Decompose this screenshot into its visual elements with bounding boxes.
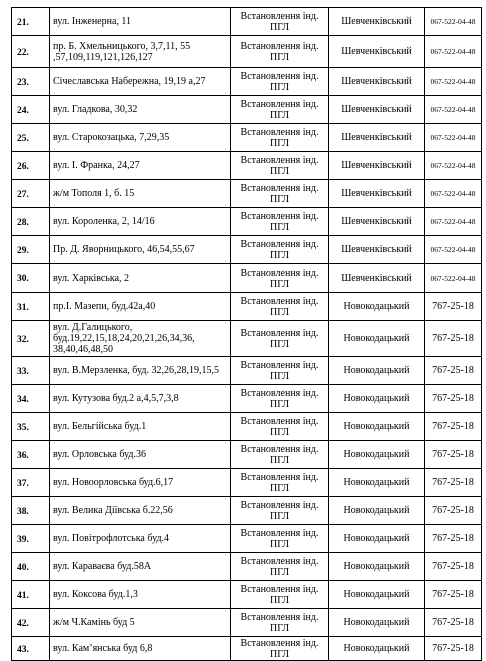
row-address: вул. Д.Галицького, буд.19,22,15,18,24,20,21,26,34,36, 38,40,46,48,50: [50, 321, 231, 357]
row-phone: 767-25-18: [425, 413, 482, 441]
table-row: [12, 525, 482, 553]
row-number: 26.: [12, 152, 50, 180]
row-address: вул. Інженерна, 11: [50, 8, 231, 36]
work-type-line1: Встановлення інд.: [240, 71, 319, 82]
row-phone: 067-522-04-48: [425, 264, 482, 293]
row-district: Шевченківський: [329, 264, 425, 293]
row-district: Шевченківський: [329, 8, 425, 36]
work-type-line2: ПГЛ: [269, 399, 290, 410]
table-row: [12, 152, 482, 180]
row-number: 27.: [12, 180, 50, 208]
row-district: Новокодацький: [329, 469, 425, 497]
work-type-line2: ПГЛ: [269, 110, 290, 121]
table-row: [12, 581, 482, 609]
table-row: [12, 264, 482, 293]
row-address: вул. Короленка, 2, 14/16: [50, 208, 231, 236]
row-number: 34.: [12, 385, 50, 413]
row-district: Новокодацький: [329, 553, 425, 581]
row-work-type: [231, 581, 329, 609]
work-type-line2: ПГЛ: [269, 455, 290, 466]
row-work-type: [231, 553, 329, 581]
work-type-line1: Встановлення інд.: [240, 11, 319, 22]
table-row: [12, 413, 482, 441]
table-row: [12, 385, 482, 413]
addresses-table-body: [12, 8, 482, 661]
work-type-line1: Встановлення інд.: [240, 612, 319, 623]
row-address: вул. Велика Діївська б.22,56: [50, 497, 231, 525]
row-district: Новокодацький: [329, 293, 425, 321]
row-work-type: [231, 264, 329, 293]
row-number: 38.: [12, 497, 50, 525]
work-type-line1: Встановлення інд.: [240, 296, 319, 307]
row-district: Новокодацький: [329, 581, 425, 609]
row-number: 41.: [12, 581, 50, 609]
table-row: [12, 637, 482, 661]
work-type-line2: ПГЛ: [269, 82, 290, 93]
row-district: Шевченківський: [329, 96, 425, 124]
table-row: [12, 180, 482, 208]
work-type-line2: ПГЛ: [269, 138, 290, 149]
row-work-type: [231, 413, 329, 441]
work-type-line1: Встановлення інд.: [240, 211, 319, 222]
row-district: Новокодацький: [329, 321, 425, 357]
row-address: вул. Орловська буд.36: [50, 441, 231, 469]
row-phone: 767-25-18: [425, 553, 482, 581]
row-address: Січеславська Набережна, 19,19 а,27: [50, 68, 231, 96]
table-row: [12, 68, 482, 96]
work-type-line1: Встановлення інд.: [240, 528, 319, 539]
row-address: вул. Харківська, 2: [50, 264, 231, 293]
row-address: ж/м Тополя 1, б. 15: [50, 180, 231, 208]
row-address: Пр. Д. Яворницького, 46,54,55,67: [50, 236, 231, 264]
work-type-line2: ПГЛ: [269, 595, 290, 606]
work-type-line2: ПГЛ: [269, 427, 290, 438]
row-work-type: [231, 68, 329, 96]
work-type-line1: Встановлення інд.: [240, 41, 319, 52]
row-district: Шевченківський: [329, 208, 425, 236]
work-type-line2: ПГЛ: [269, 539, 290, 550]
table-row: [12, 208, 482, 236]
row-work-type: [231, 469, 329, 497]
work-type-line2: ПГЛ: [269, 250, 290, 261]
row-number: 40.: [12, 553, 50, 581]
row-number: 22.: [12, 36, 50, 68]
row-number: 31.: [12, 293, 50, 321]
row-phone: 767-25-18: [425, 609, 482, 637]
row-number: 36.: [12, 441, 50, 469]
row-address: вул. Коксова буд.1,3: [50, 581, 231, 609]
work-type-line2: ПГЛ: [269, 222, 290, 233]
row-district: Новокодацький: [329, 497, 425, 525]
row-work-type: [231, 124, 329, 152]
row-phone: 067-522-04-48: [425, 124, 482, 152]
row-address: вул. Кам’янська буд 6,8: [50, 637, 231, 661]
row-work-type: [231, 637, 329, 661]
table-row: [12, 36, 482, 68]
row-number: 32.: [12, 321, 50, 357]
row-work-type: [231, 208, 329, 236]
work-type-line1: Встановлення інд.: [240, 416, 319, 427]
work-type-line2: ПГЛ: [269, 278, 290, 290]
row-district: Шевченківський: [329, 36, 425, 68]
work-type-line2: ПГЛ: [269, 166, 290, 177]
row-phone: 067-522-04-48: [425, 36, 482, 68]
table-row: [12, 497, 482, 525]
addresses-table: [11, 7, 482, 661]
work-type-line1: Встановлення інд.: [240, 444, 319, 455]
table-row: [12, 236, 482, 264]
row-district: Новокодацький: [329, 609, 425, 637]
work-type-line2: ПГЛ: [269, 649, 290, 660]
row-number: 37.: [12, 469, 50, 497]
table-row: [12, 553, 482, 581]
row-number: 23.: [12, 68, 50, 96]
row-address: вул. Новоорловська буд.6,17: [50, 469, 231, 497]
table-row: [12, 96, 482, 124]
row-phone: 067-522-04-48: [425, 180, 482, 208]
row-work-type: [231, 293, 329, 321]
row-district: Новокодацький: [329, 441, 425, 469]
row-number: 21.: [12, 8, 50, 36]
row-address: ж/м Ч.Камінь буд 5: [50, 609, 231, 637]
row-phone: 767-25-18: [425, 357, 482, 385]
row-phone: 767-25-18: [425, 637, 482, 661]
row-district: Шевченківський: [329, 68, 425, 96]
row-work-type: [231, 8, 329, 36]
row-phone: 767-25-18: [425, 441, 482, 469]
row-number: 33.: [12, 357, 50, 385]
row-number: 30.: [12, 264, 50, 293]
row-phone: 767-25-18: [425, 293, 482, 321]
row-number: 35.: [12, 413, 50, 441]
row-phone: 067-522-04-48: [425, 152, 482, 180]
row-work-type: [231, 357, 329, 385]
work-type-line1: Встановлення інд.: [240, 183, 319, 194]
row-number: 24.: [12, 96, 50, 124]
row-work-type: [231, 152, 329, 180]
row-district: Новокодацький: [329, 637, 425, 661]
row-address: вул. Старокозацька, 7,29,35: [50, 124, 231, 152]
work-type-line1: Встановлення інд.: [240, 556, 319, 567]
row-address: вул. Повітрофлотська буд.4: [50, 525, 231, 553]
work-type-line2: ПГЛ: [269, 22, 290, 33]
work-type-line1: Встановлення інд.: [240, 500, 319, 511]
row-phone: 067-522-04-48: [425, 208, 482, 236]
work-type-line2: ПГЛ: [269, 623, 290, 634]
row-number: 28.: [12, 208, 50, 236]
row-address: вул. Караваєва буд.58А: [50, 553, 231, 581]
row-district: Шевченківський: [329, 152, 425, 180]
work-type-line1: Встановлення інд.: [240, 127, 319, 138]
row-address: вул. В.Мерзленка, буд. 32,26,28,19,15,5: [50, 357, 231, 385]
row-work-type: [231, 609, 329, 637]
row-number: 43.: [12, 637, 50, 661]
row-district: Новокодацький: [329, 385, 425, 413]
row-work-type: [231, 96, 329, 124]
work-type-line2: ПГЛ: [269, 194, 290, 205]
row-phone: 767-25-18: [425, 321, 482, 357]
row-number: 25.: [12, 124, 50, 152]
row-district: Шевченківський: [329, 236, 425, 264]
work-type-line2: ПГЛ: [269, 52, 290, 63]
row-work-type: [231, 180, 329, 208]
work-type-line2: ПГЛ: [269, 483, 290, 494]
work-type-line1: Встановлення інд.: [240, 638, 319, 649]
work-type-line1: Встановлення інд.: [240, 360, 319, 371]
row-address: вул. Бельгійська буд.1: [50, 413, 231, 441]
work-type-line1: Встановлення інд.: [240, 239, 319, 250]
table-row: [12, 124, 482, 152]
table-row: [12, 8, 482, 36]
table-row: [12, 293, 482, 321]
row-district: Новокодацький: [329, 413, 425, 441]
work-type-line1: Встановлення інд.: [240, 99, 319, 110]
work-type-line2: ПГЛ: [269, 371, 290, 382]
row-district: Новокодацький: [329, 357, 425, 385]
work-type-line2: ПГЛ: [269, 511, 290, 522]
work-type-line2: ПГЛ: [269, 567, 290, 578]
row-work-type: [231, 321, 329, 357]
table-row: [12, 321, 482, 357]
table-row: [12, 469, 482, 497]
row-district: Шевченківський: [329, 124, 425, 152]
row-phone: 767-25-18: [425, 497, 482, 525]
work-type-line1: Встановлення інд.: [240, 584, 319, 595]
row-work-type: [231, 525, 329, 553]
work-type-line1: Встановлення інд.: [240, 155, 319, 166]
row-address: пр.І. Мазепи, буд.42а,40: [50, 293, 231, 321]
work-type-line1: Встановлення інд.: [240, 328, 319, 339]
row-phone: 767-25-18: [425, 581, 482, 609]
row-phone: 767-25-18: [425, 469, 482, 497]
row-address: пр. Б. Хмельницького, 3,7,11, 55 ,57,109,119,121,126,127: [50, 36, 231, 68]
row-address: вул. Кутузова буд.2 а,4,5,7,3,8: [50, 385, 231, 413]
row-phone: 067-522-04-48: [425, 8, 482, 36]
table-row: [12, 609, 482, 637]
row-phone: 067-522-04-48: [425, 236, 482, 264]
row-work-type: [231, 36, 329, 68]
row-number: 39.: [12, 525, 50, 553]
row-work-type: [231, 497, 329, 525]
row-district: Шевченківський: [329, 180, 425, 208]
table-row: [12, 441, 482, 469]
table-row: [12, 357, 482, 385]
row-work-type: [231, 236, 329, 264]
row-district: Новокодацький: [329, 525, 425, 553]
row-number: 42.: [12, 609, 50, 637]
row-work-type: [231, 441, 329, 469]
work-type-line1: Встановлення інд.: [240, 388, 319, 399]
work-type-line1: Встановлення інд.: [240, 267, 319, 279]
row-phone: 067-522-04-48: [425, 68, 482, 96]
row-address: вул. І. Франка, 24,27: [50, 152, 231, 180]
work-type-line2: ПГЛ: [269, 307, 290, 318]
work-type-line1: Встановлення інд.: [240, 472, 319, 483]
row-phone: 767-25-18: [425, 525, 482, 553]
row-work-type: [231, 385, 329, 413]
work-type-line2: ПГЛ: [269, 339, 290, 350]
row-phone: 067-522-04-48: [425, 96, 482, 124]
row-phone: 767-25-18: [425, 385, 482, 413]
document-page: [11, 7, 481, 661]
row-address: вул. Гладкова, 30,32: [50, 96, 231, 124]
row-number: 29.: [12, 236, 50, 264]
